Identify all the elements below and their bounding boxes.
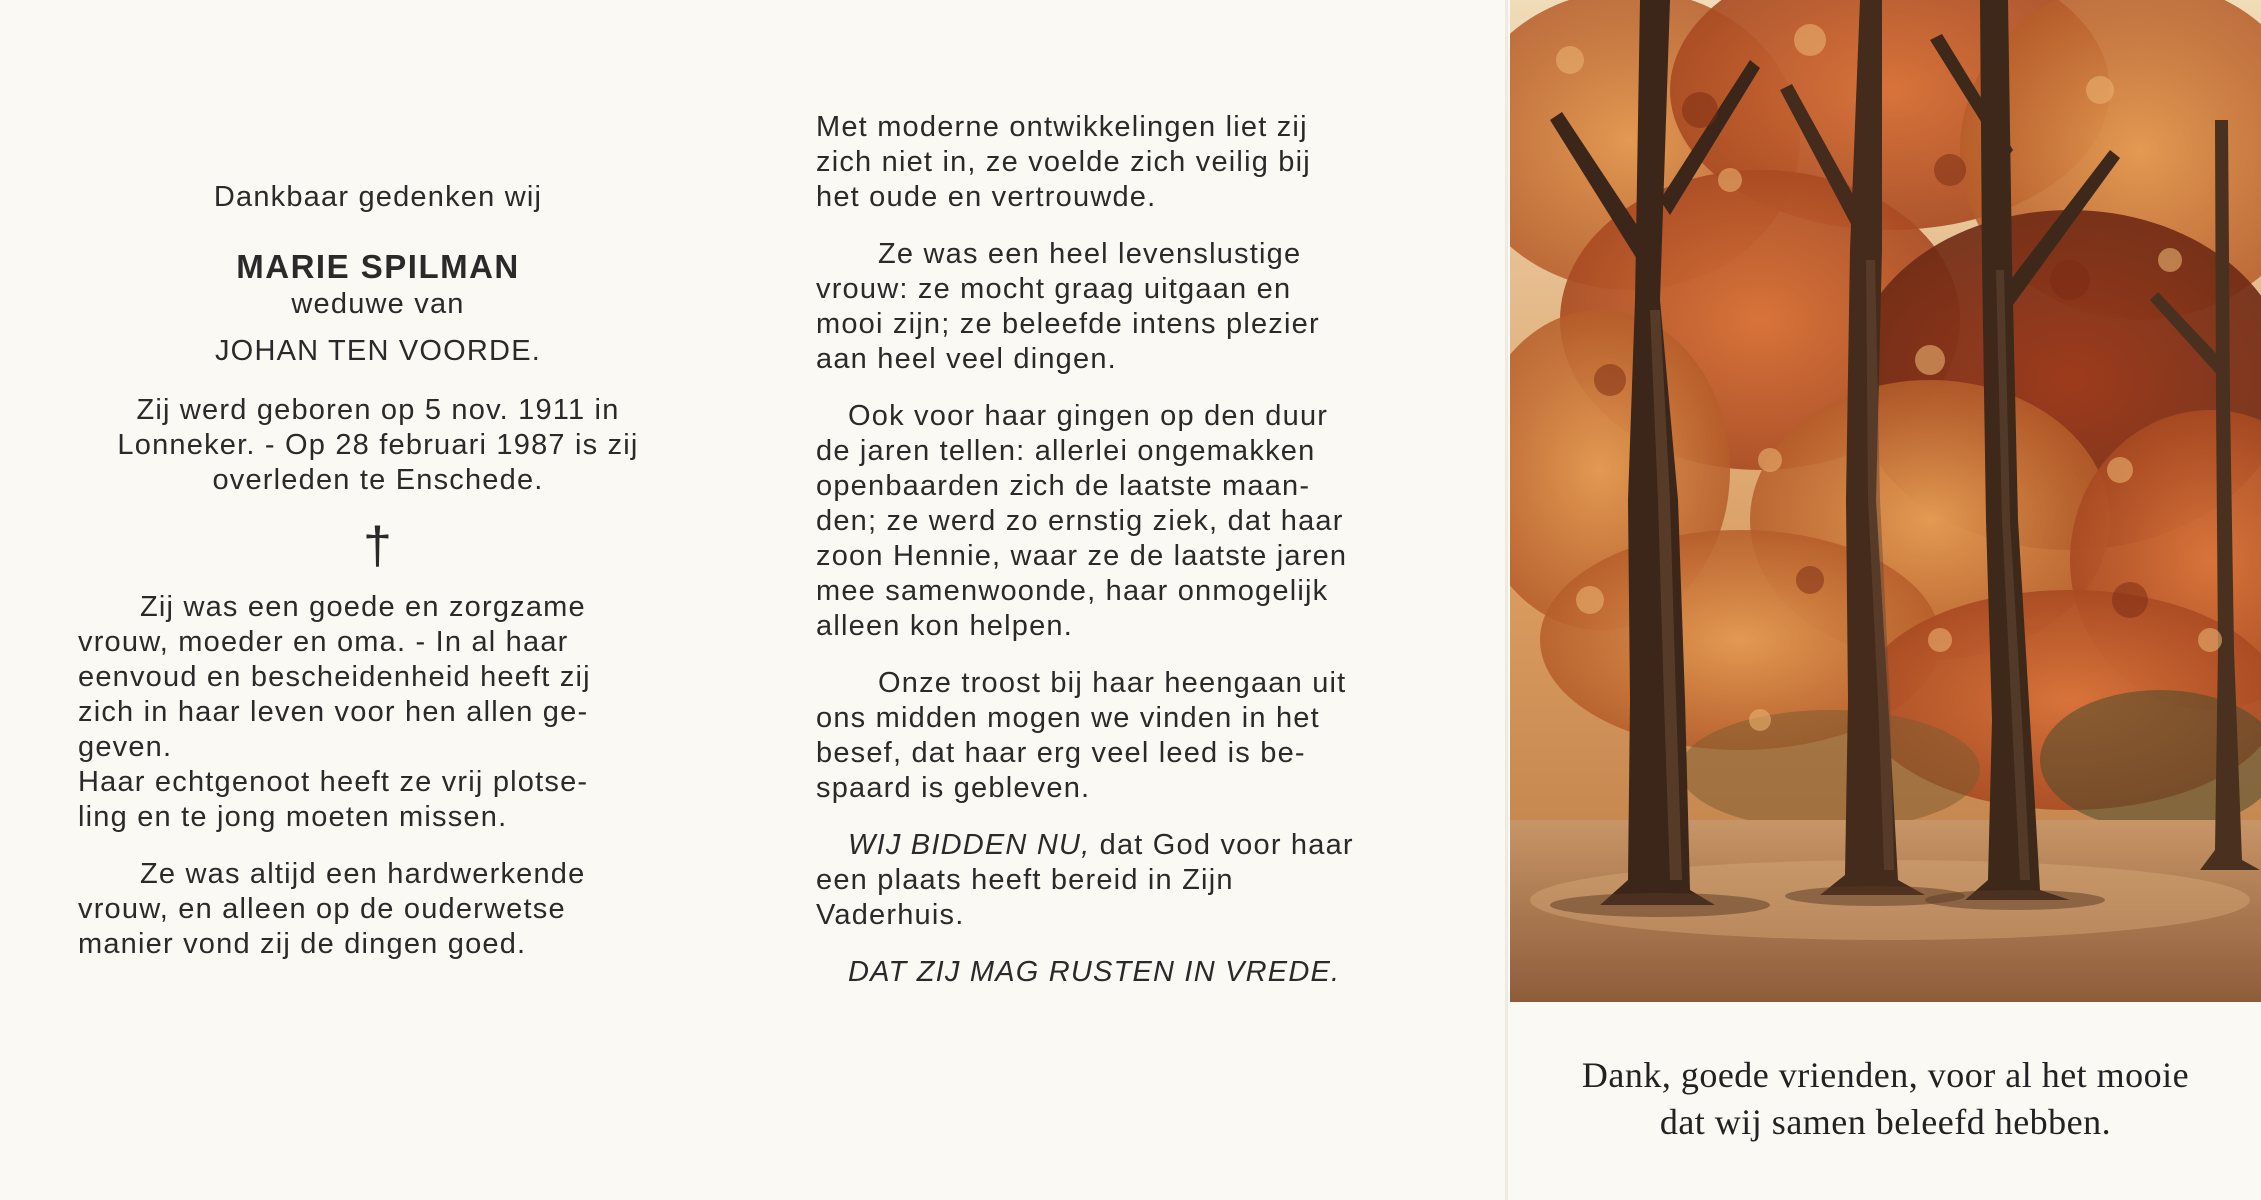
paragraph-prayer — [816, 828, 1416, 933]
text-line: vrouw, en alleen op de ouderwetse — [78, 893, 566, 925]
text-line: ling en te jong moeten missen. — [78, 801, 508, 833]
card-fold — [1505, 0, 1508, 1200]
text-line: besef, dat haar erg veel leed is be- — [816, 737, 1306, 769]
text-line: overleden te Enschede. — [212, 464, 544, 496]
cross-icon: † — [362, 517, 394, 575]
forest-illustration — [1510, 0, 2261, 1002]
text-line: Onze troost bij haar heengaan uit — [878, 667, 1347, 699]
text-line: eenvoud en bescheidenheid heeft zij — [78, 661, 591, 693]
paragraph-illness — [816, 399, 1416, 644]
autumn-forest-photo — [1510, 0, 2261, 1002]
text-line: zoon Hennie, waar ze de laatste jaren — [816, 540, 1348, 572]
text-line: Zij was een goede en zorgzame — [140, 591, 586, 623]
middle-column — [816, 110, 1416, 990]
text-line: de jaren tellen: allerlei ongemakken — [816, 435, 1316, 467]
deceased-name: MARIE SPILMAN — [236, 248, 520, 285]
prayer-lead: WIJ BIDDEN NU, — [848, 829, 1091, 861]
intro-line: Dankbaar gedenken wij — [213, 181, 543, 213]
thanks-caption — [1510, 1052, 2261, 1146]
text-line: alleen kon helpen. — [816, 610, 1074, 642]
text-line: Ook voor haar gingen op den duur — [848, 400, 1329, 432]
text-line: Zij werd geboren op 5 nov. 1911 in — [136, 394, 620, 426]
text-line: mee samenwoonde, haar onmogelijk — [816, 575, 1329, 607]
text-line: mooi zijn; ze beleefde intens plezier — [816, 308, 1320, 340]
paragraph-work — [78, 857, 678, 962]
paragraph-lively — [816, 237, 1416, 377]
text-line: het oude en vertrouwde. — [816, 181, 1157, 213]
caption-line: Dank, goede vrienden, voor al het mooie — [1581, 1055, 2190, 1095]
text-line: vrouw, moeder en oma. - In al haar — [78, 626, 569, 658]
text-line: Met moderne ontwikkelingen liet zij — [816, 111, 1308, 143]
husband-name: JOHAN TEN VOORDE. — [214, 335, 542, 367]
text-line: spaard is gebleven. — [816, 772, 1091, 804]
paragraph-comfort — [816, 666, 1416, 806]
text-line: Ze was een heel levenslustige — [878, 238, 1302, 270]
widow-of-line: weduwe van — [291, 288, 465, 320]
text-line: ons midden mogen we vinden in het — [816, 702, 1320, 734]
birth-death-paragraph — [78, 393, 678, 498]
text-line: den; ze werd zo ernstig ziek, dat haar — [816, 505, 1344, 537]
paragraph-modern — [816, 110, 1416, 215]
text-line: Vaderhuis. — [816, 899, 965, 931]
text-line: geven. — [78, 731, 173, 763]
text-line: zich niet in, ze voelde zich veilig bij — [816, 146, 1311, 178]
text-line: openbaarden zich de laatste maan- — [816, 470, 1311, 502]
prayer-rest: dat God voor haar — [1090, 829, 1354, 861]
left-column — [78, 180, 678, 984]
text-line: aan heel veel dingen. — [816, 343, 1117, 375]
text-line: een plaats heeft bereid in Zijn — [816, 864, 1234, 896]
text-line: Ze was altijd een hardwerkende — [140, 858, 586, 890]
text-line — [816, 828, 1416, 863]
paragraph-character — [78, 590, 678, 835]
text-line: Haar echtgenoot heeft ze vrij plotse- — [78, 766, 589, 798]
text-line: zich in haar leven voor hen allen ge- — [78, 696, 589, 728]
text-line: manier vond zij de dingen goed. — [78, 928, 527, 960]
text-line: vrouw: ze mocht graag uitgaan en — [816, 273, 1292, 305]
text-line: Lonneker. - Op 28 februari 1987 is zij — [117, 429, 639, 461]
closing-line: DAT ZIJ MAG RUSTEN IN VREDE. — [848, 956, 1341, 988]
caption-line: dat wij samen beleefd hebben. — [1659, 1102, 2112, 1142]
